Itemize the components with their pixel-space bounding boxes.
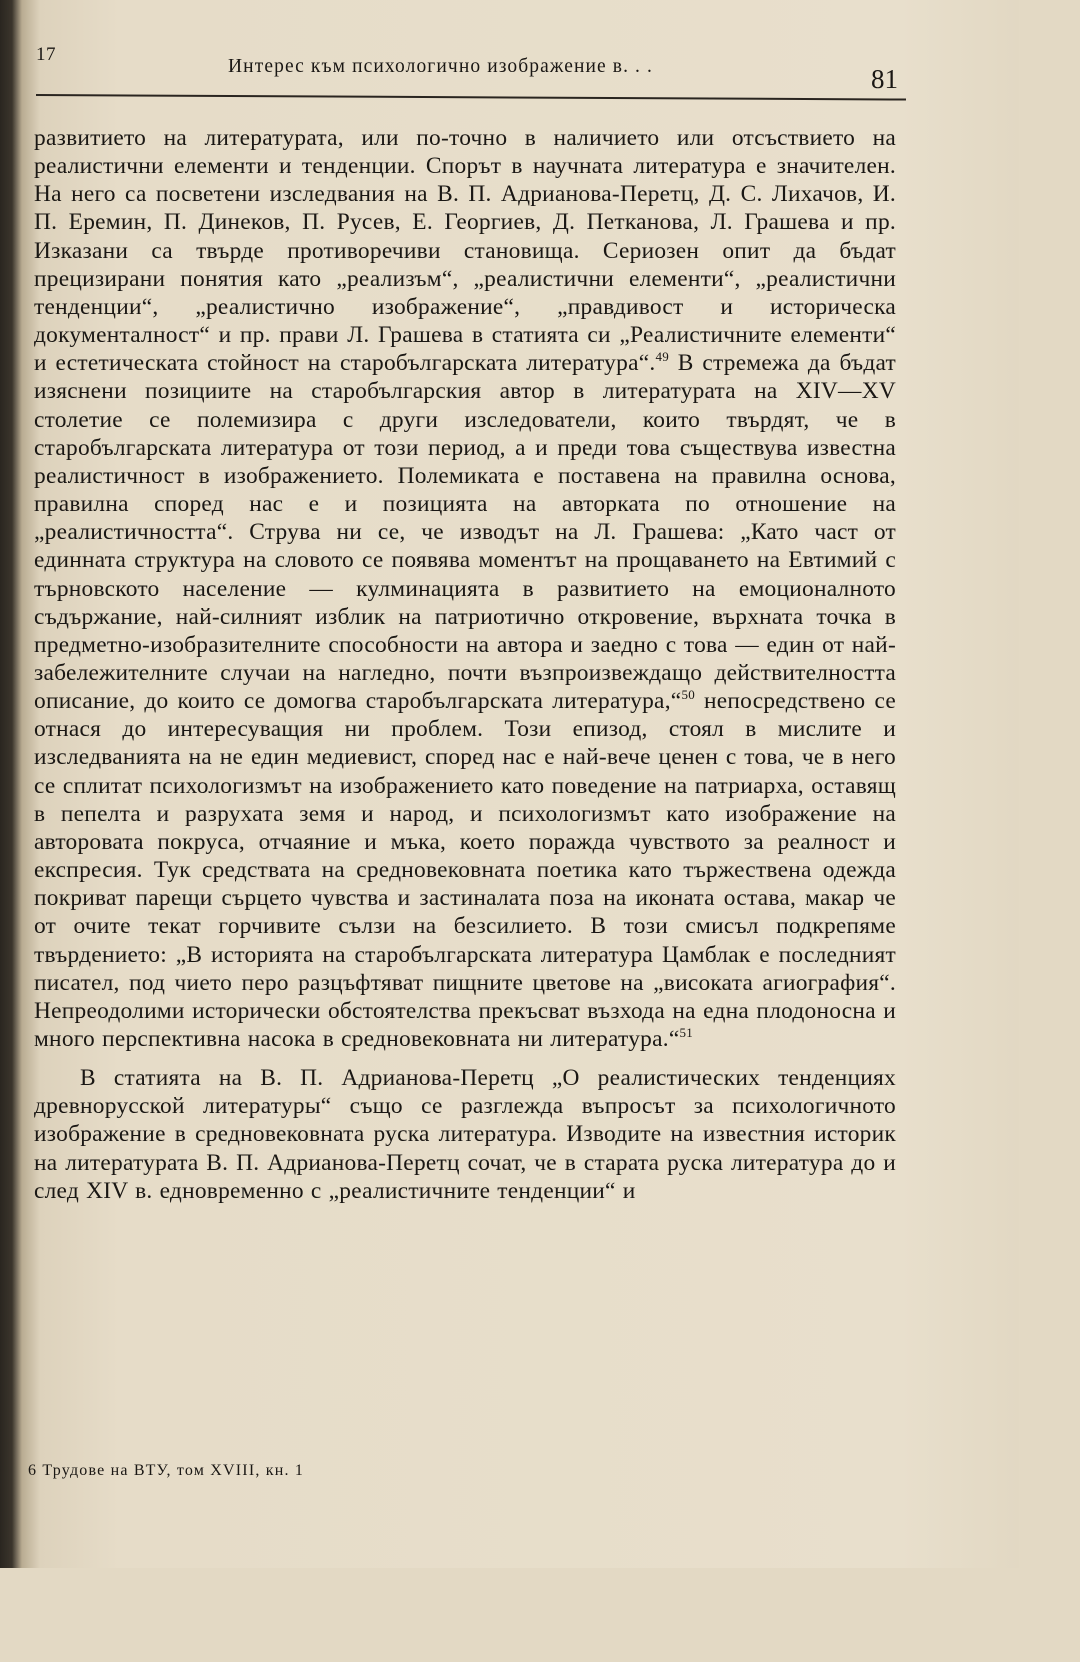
text-run: развитието на литературата, или по-точно в наличието или отсъствието на реалистични елементи и тенденции. Спорът в научната литература е значителен. На него са посветени изследвания на В. П. Адрианова-Перетц, Д. С. Лихачов, И. П. Еремин, П. Динеков, П. Русев, Е. Георгиев, Д. Петканова, Л. Грашева и пр. Изказани са твърде противоречиви становища. Сериозен опит да бъдат прецизирани понятия като „реализъм“, „реалистични елементи“, „реалистични тенденции“, „реалистично изображение“, „правдивост и историческа документалност“ и пр. прави Л. Грашева в статията си „Реалистичните елементи“ и естетическата стойност на старобългарската литература“. bbox=[34, 125, 896, 377]
footnote-ref-49: 49 bbox=[655, 349, 669, 365]
text-run: В стремежа да бъдат изяснени позициите на старобългарския автор в литературата на XIV—XV столетие се полемизира с други изследователи, които твърдят, че в старобългарската литература от този период, а и преди това съществува известна реалистичност в изображението. Полемиката е поставена на правилна основа, правилна според нас е и позицията на авторката по отношение на „реалистичността“. Струва ни се, че изводът на Л. Грашева: „Като част от единната структура на словото се появява моментът на прощаването на Евтимий с търновското население — кулминацията в развитието на емоционалното съдържание, най-силният изблик на патриотично откровение, върхната точка в предметно-изобразителните способности на автора и заедно с това — един от най-забележителните случаи на нагледно, почти възпроизвеждащо действителността описание, до които се домогва старобългарската литература,“ bbox=[34, 350, 897, 715]
page-number: 81 bbox=[871, 64, 898, 94]
header-rule bbox=[36, 94, 906, 101]
signature-footer: 6 Трудове на ВТУ, том XVIII, кн. 1 bbox=[28, 1462, 305, 1479]
text-run: непосредствено се отнася до интересуващия ни проблем. Този епизод, стоял в мислите и изследванията на не един медиевист, според нас е най-вече ценен с това, че в него се сплитат психологизмът на изображението като поведение на патриарха, оставящ в пепелта и разрухата земя и народ, и психологизмът като изображение на авторовата покруса, отчаяние и мъка, което поражда чувството за реалност и експресия. Тук средствата на средновековната поетика като тържествена одежда покриват парещи сърцето чувства и застиналата поза на иконата остава, макар че от очите текат горчивите сълзи на безсилието. В този смисъл подкрепяме твърдението: „В историята на старобългарската литература Цамблак е последният писател, под чието перо разцъфтяват пищните цветове на „високата агиография“. Непреодолими исторически обстоятелства прекъсват възхода на една плодоносна и много перспективна насока в средновековната ни литература.“ bbox=[34, 688, 896, 1052]
signature-mark: 17 bbox=[36, 44, 56, 65]
footnote-ref-51: 51 bbox=[679, 1025, 693, 1041]
footnote-ref-50: 50 bbox=[681, 687, 695, 703]
text-run: В статията на В. П. Адрианова-Перетц „О реалистических тенденциях древнорусской литературы“ също се разглежда въпросът за психологичното изображение в средновековната руска литература. Изводите на известния историк на литературата В. П. Адрианова-Перетц сочат, че в старата руска литература до и след XIV в. едновременно с „реалистичните тенденции“ и bbox=[34, 1065, 896, 1204]
paragraph bbox=[34, 124, 896, 1053]
body-text bbox=[34, 124, 896, 1205]
running-title: Интерес към психологично изображение в. . . bbox=[228, 56, 653, 77]
paragraph bbox=[34, 1064, 896, 1205]
